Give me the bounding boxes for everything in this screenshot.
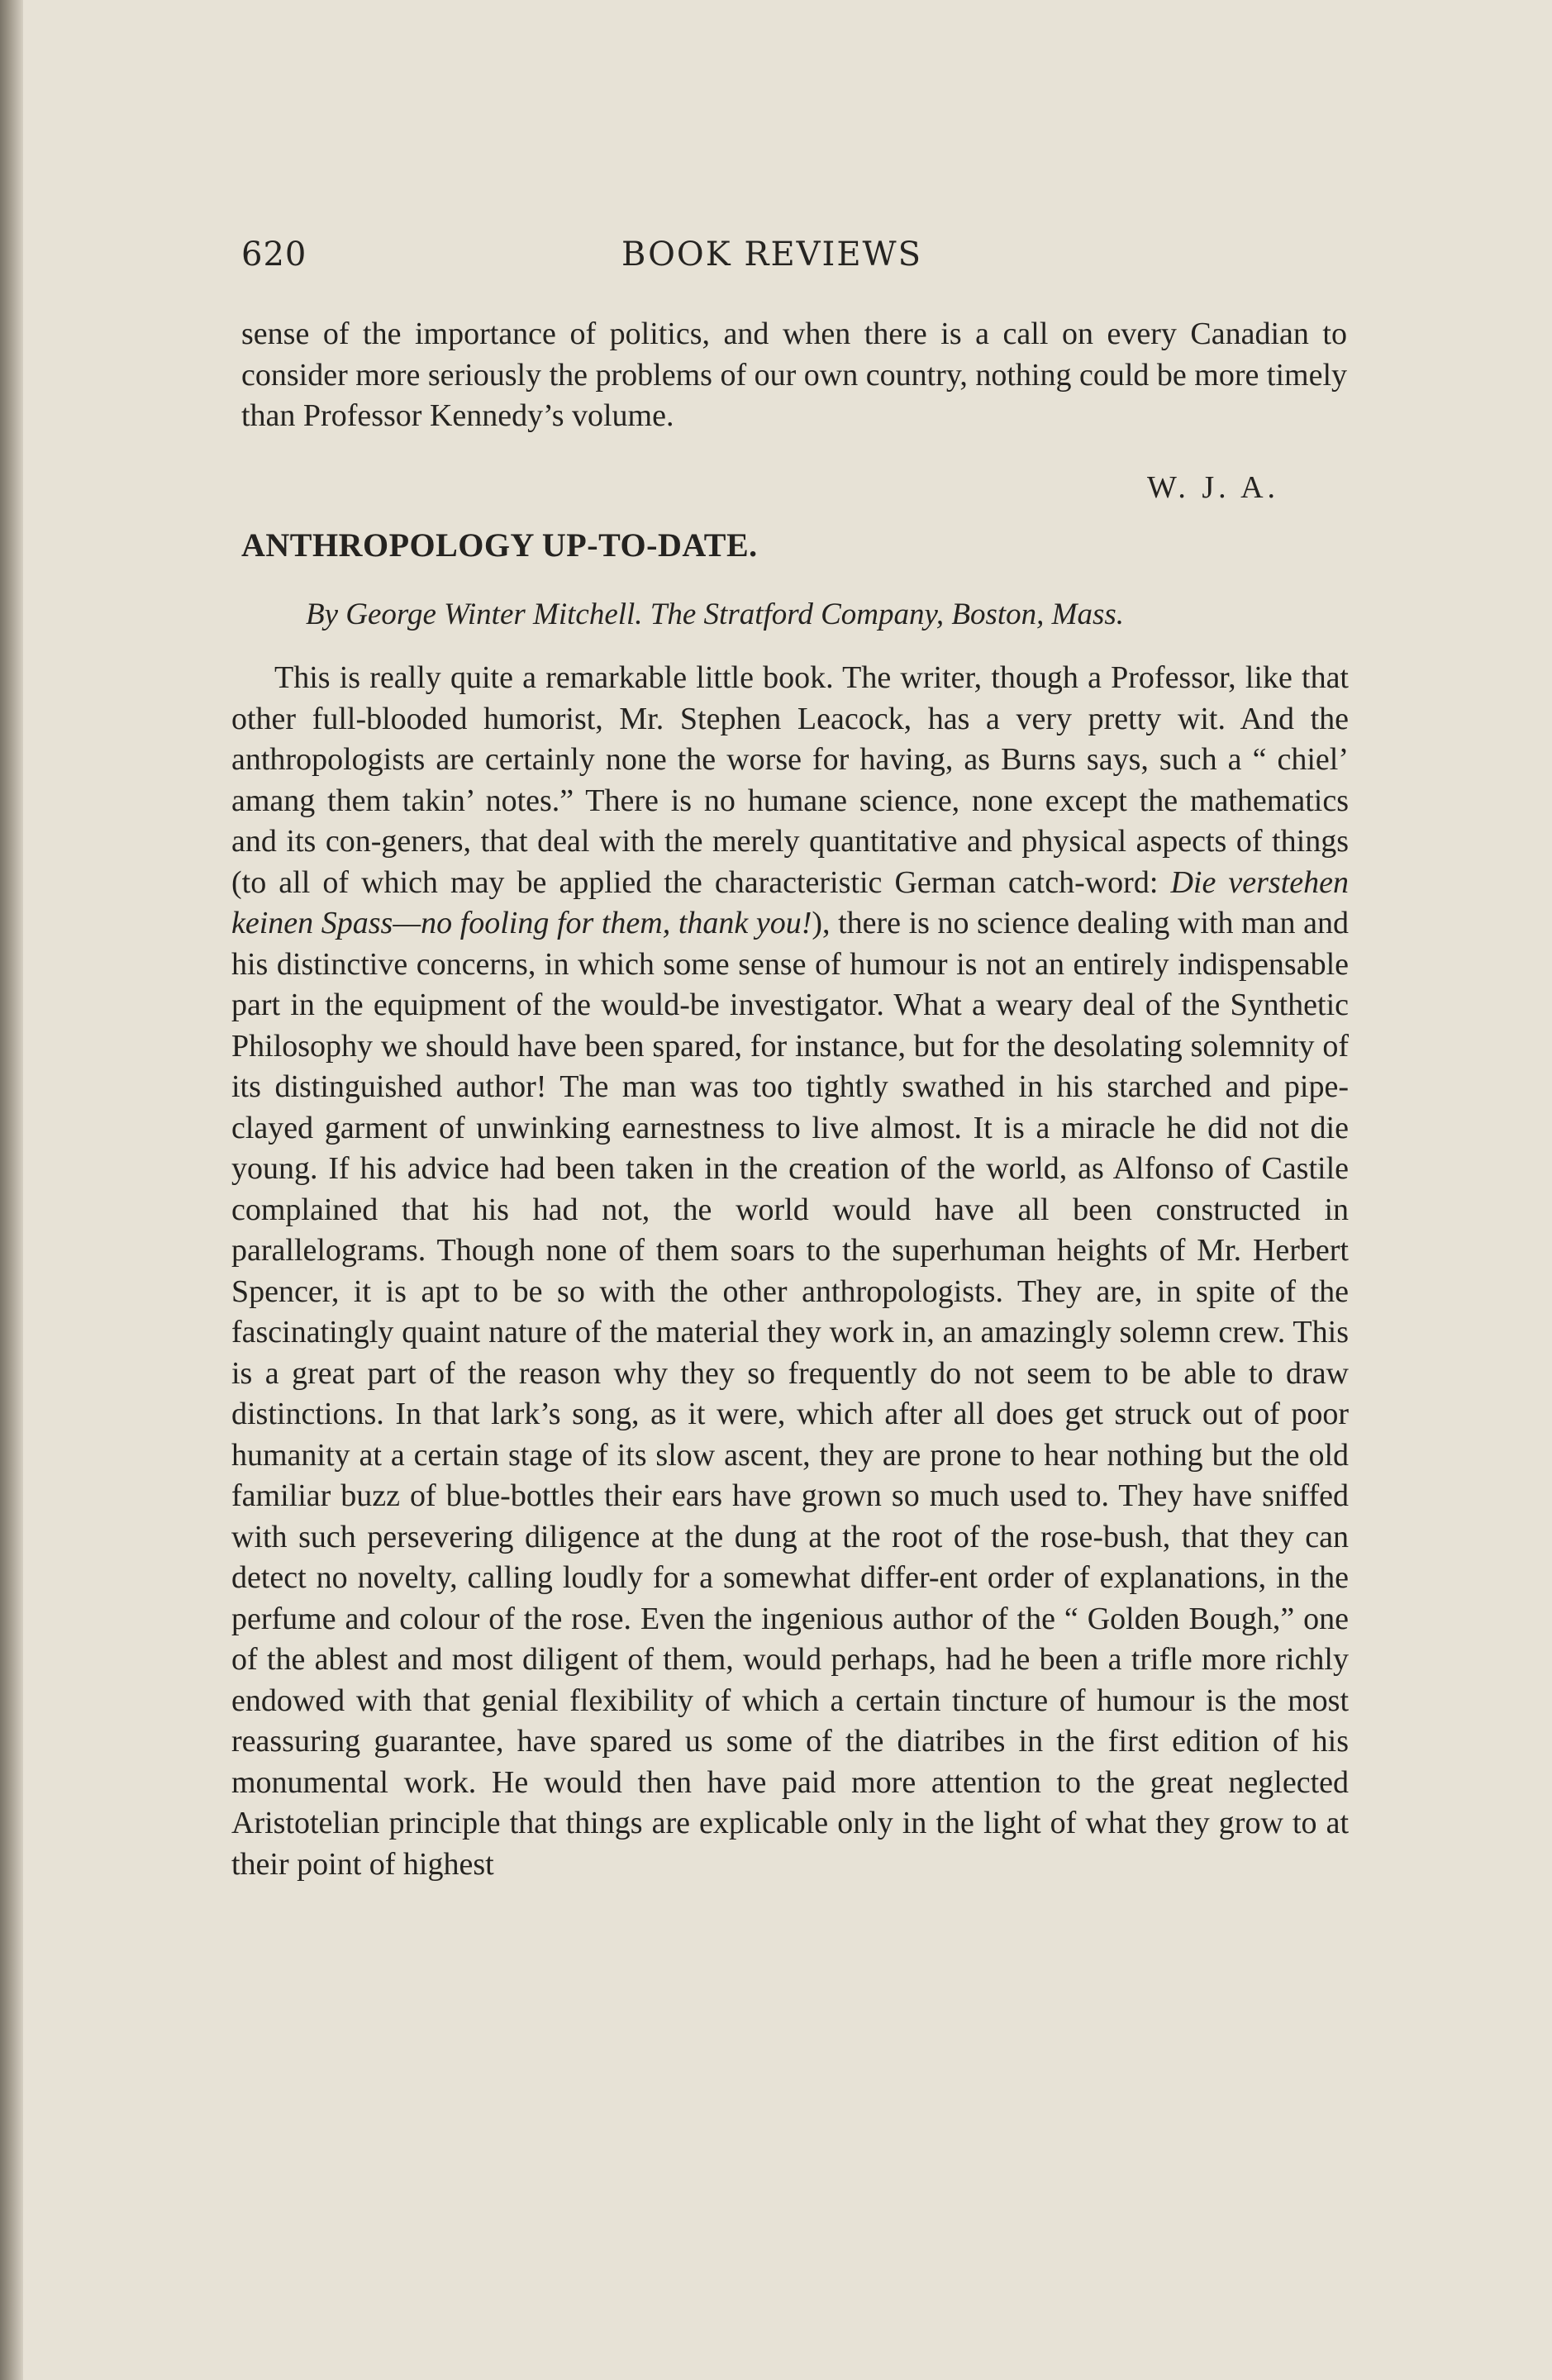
- review-text-italic-quote: Die verstehen keinen Spass—no fooling for them, thank you!: [231, 864, 1350, 940]
- previous-review-closing-paragraph: sense of the importance of politics, and when there is a call on every Canadian to consider more seriously the problems of our own country, nothing could be more timely than Professor Kennedy’s volume.: [241, 317, 1347, 433]
- review-text-part-2: ), there is no science dealing with man and his distinctive concerns, in which some sense of humour is not an entirely indispensable part in the equipment of the would-be investigator. What a weary deal of the Synthetic Philosophy we should have been spared, for instance, but for the desolating solemnity of its distinguished author! The man was too tightly swathed in his starched and pipe-clayed garment of unwinking earnestness to live almost. It is a miracle he did not die young. If his advice had been taken in the creation of the world, as Alfonso of Castile complained that his had not, the world would have all been constructed in parallelograms. Though none of them soars to the superhuman heights of Mr. Herbert Spencer, it is apt to be so with the other anthropologists. They are, in spite of the fascinatingly quaint nature of the material they work in, an amazingly solemn crew. This is a great part of the reason why they so frequently do not seem to be able to draw distinctions. In that lark’s song, as it were, which after all does get struck out of poor humanity at a certain stage of its slow ascent, they are prone to hear nothing but the old familiar buzz of blue-bottles their ears have grown so much used to. They have sniffed with such persevering diligence at the dung at the root of the rose-bush, that they can detect no novelty, calling loudly for a somewhat differ-ent order of explanations, in the perfume and colour of the rose. Even the ingenious author of the “ Golden Bough,” one of the ablest and most diligent of them, would perhaps, had he been a trifle more richly endowed with that genial flexibility of which a certain tincture of humour is the most reassuring guarantee, have spared us some of the diatribes in the first edition of his monumental work. He would then have paid more attention to the great neglected Aristotelian principle that things are explicable only in the light of what they grow to at their point of highest: [231, 906, 1349, 1882]
- review-title: ANTHROPOLOGY UP-TO-DATE.: [241, 526, 758, 564]
- page-header: [241, 236, 1347, 285]
- running-title: BOOK REVIEWS: [621, 236, 923, 274]
- review-byline: By George Winter Mitchell. The Stratford Company, Boston, Mass.: [306, 597, 1125, 631]
- reviewer-signature: W. J. A.: [1147, 470, 1280, 505]
- review-text-part-1: This is really quite a remarkable little book. The writer, though a Professor, like that other full-blooded humorist, Mr. Stephen Leacock, has a very pretty wit. And the anthropologists are certainly none the worse for having, as Burns says, such a “ chiel’ amang them takin’ notes.” There is no humane science, none except the mathematics and its con-geners, that deal with the merely quantitative and physical aspects of things (to all of which may be applied the characteristic German catch-word:: [231, 660, 1349, 900]
- review-body-paragraph: [231, 658, 1349, 1885]
- page-binding-edge: [0, 0, 23, 2380]
- page-number: 620: [241, 236, 307, 274]
